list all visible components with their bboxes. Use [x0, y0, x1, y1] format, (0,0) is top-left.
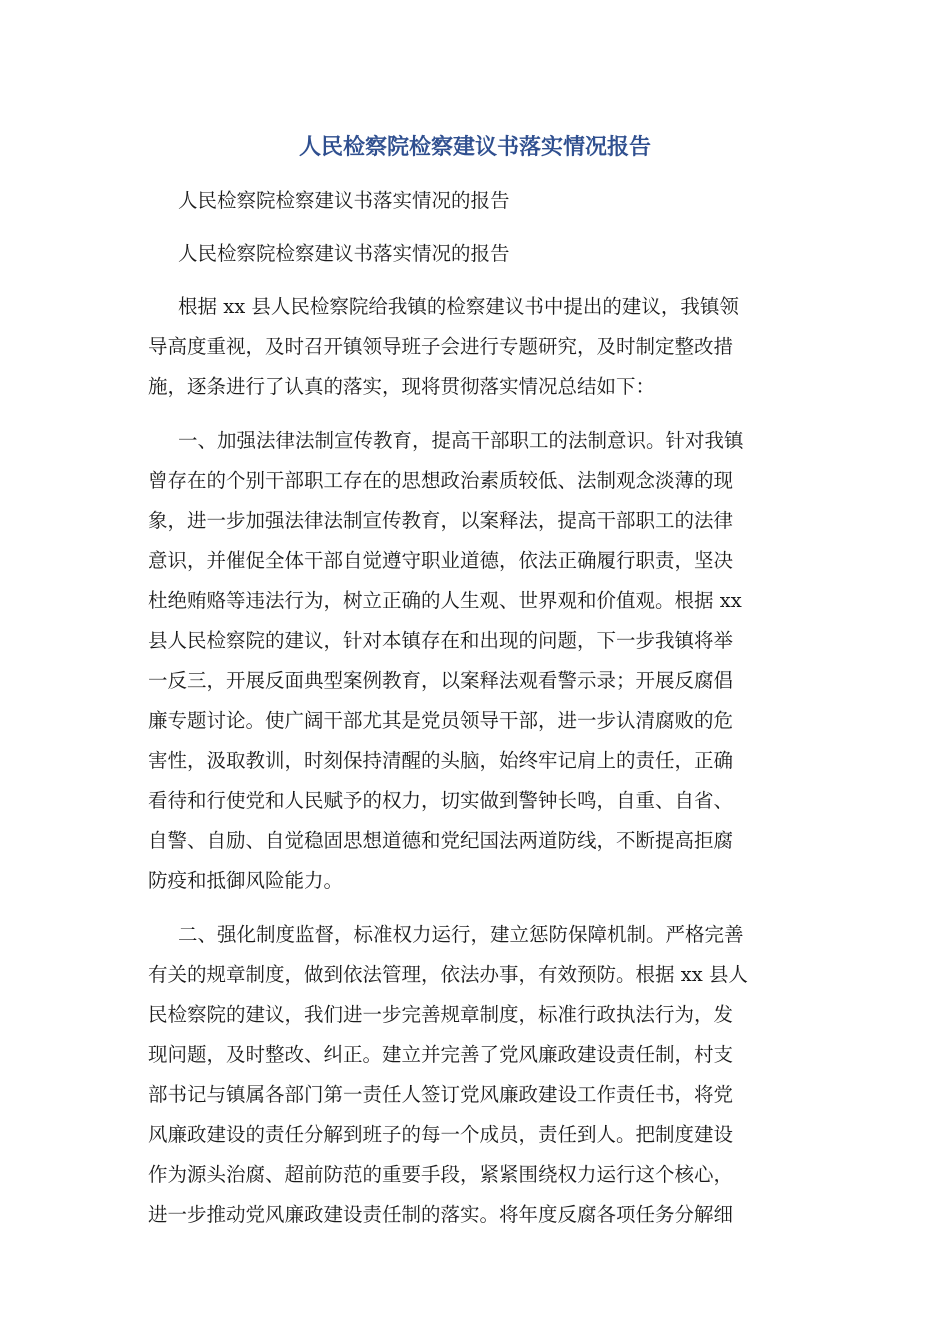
text-line: 部书记与镇属各部门第一责任人签订党风廉政建设工作责任书，将党	[148, 1083, 734, 1106]
text-line: 自警、自励、自觉稳固思想道德和党纪国法两道防线，不断提高拒腐	[148, 829, 734, 852]
text-line: 导高度重视，及时召开镇领导班子会进行专题研究，及时制定整改措	[148, 335, 734, 358]
text-line: 现问题，及时整改、纠正。建立并完善了党风廉政建设责任制，村支	[148, 1043, 734, 1066]
text-line: 一、加强法律法制宣传教育，提高干部职工的法制意识。针对我镇	[178, 429, 744, 452]
text-line: 风廉政建设的责任分解到班子的每一个成员，责任到人。把制度建设	[148, 1123, 734, 1146]
text-line: 廉专题讨论。使广阔干部尤其是党员领导干部，进一步认清腐败的危	[148, 709, 734, 732]
text-line: 作为源头治腐、超前防范的重要手段，紧紧围绕权力运行这个核心，	[148, 1163, 734, 1186]
subtitle-line: 人民检察院检察建议书落实情况的报告	[178, 242, 510, 265]
text-line: 防疫和抵御风险能力。	[148, 869, 344, 892]
text-line: 象，进一步加强法律法制宣传教育，以案释法，提高干部职工的法律	[148, 509, 734, 532]
text-line: 县人民检察院的建议，针对本镇存在和出现的问题，下一步我镇将举	[148, 629, 734, 652]
text-line: 一反三，开展反面典型案例教育，以案释法观看警示录；开展反腐倡	[148, 669, 734, 692]
subtitle-line: 人民检察院检察建议书落实情况的报告	[178, 189, 510, 212]
text-line: 二、强化制度监督，标准权力运行，建立惩防保障机制。严格完善	[178, 923, 744, 946]
text-line: 杜绝贿赂等违法行为，树立正确的人生观、世界观和价值观。根据 xx	[148, 589, 742, 612]
text-line: 意识，并催促全体干部自觉遵守职业道德，依法正确履行职责，坚决	[148, 549, 734, 572]
text-line: 看待和行使党和人民赋予的权力，切实做到警钟长鸣，自重、自省、	[148, 789, 734, 812]
text-line: 进一步推动党风廉政建设责任制的落实。将年度反腐各项任务分解细	[148, 1203, 734, 1226]
document-title: 人民检察院检察建议书落实情况报告	[298, 135, 651, 160]
text-line: 曾存在的个别干部职工存在的思想政治素质较低、法制观念淡薄的现	[148, 469, 734, 492]
text-line: 施，逐条进行了认真的落实，现将贯彻落实情况总结如下：	[148, 375, 656, 398]
text-line: 害性，汲取教训，时刻保持清醒的头脑，始终牢记肩上的责任，正确	[148, 749, 734, 772]
text-line: 有关的规章制度，做到依法管理，依法办事，有效预防。根据 xx 县人	[148, 963, 748, 986]
text-line: 民检察院的建议，我们进一步完善规章制度，标准行政执法行为，发	[148, 1003, 734, 1026]
text-line: 根据 xx 县人民检察院给我镇的检察建议书中提出的建议，我镇领	[178, 295, 739, 318]
